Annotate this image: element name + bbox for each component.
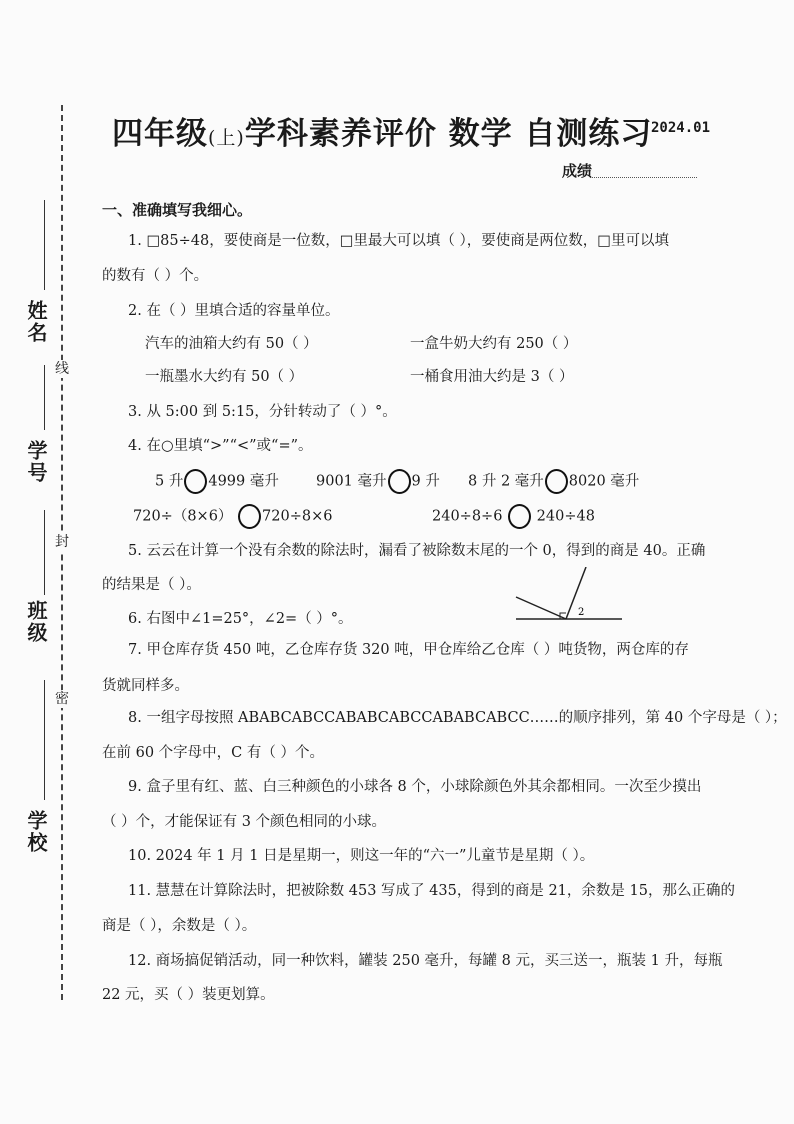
compare-item-3 xyxy=(468,469,639,494)
compare-left: 9001 毫升 xyxy=(316,473,387,490)
binding-word-line: 线 xyxy=(55,361,69,377)
question-9-line-1: 9. 盒子里有红、蓝、白三种颜色的小球各 8 个，小球除颜色外其余都相同。一次至少摸出 xyxy=(128,779,702,795)
question-1-line-2: 的数有（ ）个。 xyxy=(102,268,209,284)
compare-circle[interactable] xyxy=(388,469,411,494)
compare-right: 9 升 xyxy=(411,473,440,490)
compare-right: 8020 毫升 xyxy=(568,473,640,490)
title-grade: 四年级 xyxy=(112,116,208,152)
compare-circle[interactable] xyxy=(238,504,261,529)
field-blank-name xyxy=(44,200,45,290)
page-title xyxy=(112,108,672,153)
question-2-item-3: 一瓶墨水大约有 50（ ） xyxy=(145,369,304,385)
question-7-line-1: 7. 甲仓库存货 450 吨，乙仓库存货 320 吨，甲仓库给乙仓库（ ）吨货物，两仓库的存 xyxy=(128,642,689,658)
question-2-item-2: 一盒牛奶大约有 250（ ） xyxy=(410,336,578,352)
angle-figure xyxy=(514,567,624,627)
field-label-id: 学号 xyxy=(24,440,48,484)
section-heading: 一、准确填写我细心。 xyxy=(102,201,253,219)
question-2-item-1: 汽车的油箱大约有 50（ ） xyxy=(145,336,318,352)
binding-word-seal: 封 xyxy=(55,534,69,550)
binding-word-secret: 密 xyxy=(55,691,69,707)
compare-right: 4999 毫升 xyxy=(208,473,279,490)
field-label-school: 学校 xyxy=(24,810,48,854)
compare-left: 5 升 xyxy=(155,473,184,490)
compare-right: 240÷48 xyxy=(536,508,595,525)
question-1-line-1: 1. □85÷48，要使商是一位数，□里最大可以填（ ），要使商是两位数，□里可以填 xyxy=(128,233,669,249)
question-5-line-1: 5. 云云在计算一个没有余数的除法时，漏看了被除数末尾的一个 0，得到的商是 40。正确 xyxy=(128,543,706,559)
compare-item-5 xyxy=(432,504,595,529)
binding-dashed-line xyxy=(61,105,63,1000)
title-term: (上) xyxy=(208,127,245,149)
compare-item-1 xyxy=(155,469,279,494)
question-8-line-2: 在前 60 个字母中，C 有（ ）个。 xyxy=(102,745,324,761)
field-blank-id xyxy=(44,365,45,430)
question-2-item-4: 一桶食用油大约是 3（ ） xyxy=(410,369,574,385)
field-label-name: 姓名 xyxy=(24,300,48,344)
field-blank-class xyxy=(44,510,45,595)
question-11-line-1: 11. 慧慧在计算除法时，把被除数 453 写成了 435，得到的商是 21，余数是 15，那么正确的 xyxy=(128,883,735,899)
compare-circle[interactable] xyxy=(545,469,568,494)
compare-right: 720÷8×6 xyxy=(262,508,333,525)
angle-label: 2 xyxy=(578,607,585,618)
compare-item-4 xyxy=(133,504,332,529)
compare-item-2 xyxy=(316,469,440,494)
question-11-line-2: 商是（ ），余数是（ ）。 xyxy=(102,918,257,934)
field-blank-school xyxy=(44,680,45,800)
question-10: 10. 2024 年 1 月 1 日是星期一，则这一年的“六一”儿童节是星期（ ）。 xyxy=(128,848,595,864)
question-12-line-1: 12. 商场搞促销活动，同一种饮料，罐装 250 毫升，每罐 8 元，买三送一，瓶装 1 升，每瓶 xyxy=(128,953,723,969)
compare-circle[interactable] xyxy=(508,504,531,529)
compare-circle[interactable] xyxy=(184,469,207,494)
field-label-class: 班级 xyxy=(24,600,48,644)
score-blank xyxy=(592,177,697,178)
question-4: 4. 在○里填“>”“<”或“=”。 xyxy=(128,438,313,454)
question-9-line-2: （ ）个，才能保证有 3 个颜色相同的小球。 xyxy=(102,814,387,830)
exam-date: 2024.01 xyxy=(651,120,711,136)
question-3: 3. 从 5:00 到 5:15，分针转动了（ ）°。 xyxy=(128,404,397,420)
question-12-line-2: 22 元，买（ ）装更划算。 xyxy=(102,987,275,1003)
question-8-line-1: 8. 一组字母按照 ABABCABCCABABCABCCABABCABCC……的顺序排列，第 40 个字母是（ ）； xyxy=(128,710,787,726)
compare-left: 8 升 2 毫升 xyxy=(468,473,544,490)
question-6: 6. 右图中∠1=25°，∠2=（ ）°。 xyxy=(128,611,353,627)
question-7-line-2: 货就同样多。 xyxy=(102,678,189,694)
question-5-line-2: 的结果是（ ）。 xyxy=(102,577,201,593)
compare-left: 240÷8÷6 xyxy=(432,508,503,525)
question-2: 2. 在（ ）里填合适的容量单位。 xyxy=(128,303,340,319)
title-rest: 学科素养评价 数学 自测练习 xyxy=(244,116,653,152)
compare-left: 720÷（8×6） xyxy=(133,508,233,525)
score-label: 成绩 xyxy=(562,162,593,180)
